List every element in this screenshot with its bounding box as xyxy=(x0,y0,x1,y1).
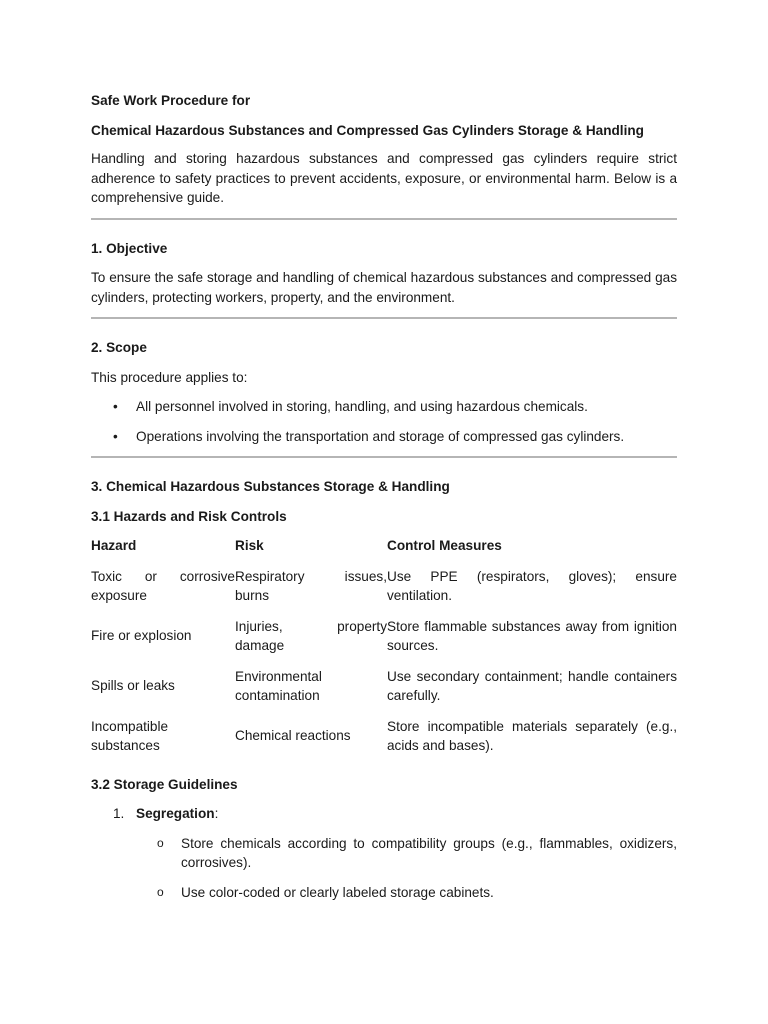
list-item xyxy=(91,834,677,873)
table-header-hazard: Hazard xyxy=(91,538,137,553)
table-row xyxy=(91,667,677,717)
table-cell: Injuries, property damage xyxy=(235,618,387,653)
bullet-icon: • xyxy=(113,428,118,444)
table-cell: Toxic or corrosive exposure xyxy=(91,568,235,603)
guideline-label: Segregation xyxy=(136,806,215,821)
table-cell: Respiratory issues, burns xyxy=(235,568,387,603)
scope-list xyxy=(91,397,677,446)
bullet-icon: • xyxy=(113,399,118,414)
table-cell: Store flammable substances away from ignition sources. xyxy=(387,618,677,653)
hazards-subheading: 3.1 Hazards and Risk Controls xyxy=(91,508,287,524)
storage-subheading: 3.2 Storage Guidelines xyxy=(91,776,238,792)
table-cell: Spills or leaks xyxy=(91,678,175,694)
table-row xyxy=(91,567,677,617)
section3-heading: 3. Chemical Hazardous Substances Storage & Handling xyxy=(91,479,450,494)
objective-heading: 1. Objective xyxy=(91,240,168,256)
table-cell: Store incompatible materials separately (e.g., acids and bases). xyxy=(387,718,677,753)
list-number: 1. xyxy=(113,806,125,821)
table-header-controls: Control Measures xyxy=(387,538,502,553)
document-title-line2: Chemical Hazardous Substances and Compressed Gas Cylinders Storage & Handling xyxy=(91,122,644,138)
objective-text: To ensure the safe storage and handling of chemical hazardous substances and compressed gas cylinders, protecting workers, property, and the environment. xyxy=(91,270,677,305)
table-cell: Chemical reactions xyxy=(235,728,351,744)
section-divider xyxy=(91,317,677,319)
table-cell: Environmental contamination xyxy=(235,668,322,703)
table-header-risk: Risk xyxy=(235,538,264,553)
circle-bullet-icon: o xyxy=(157,835,164,850)
table-cell: Use secondary containment; handle containers carefully. xyxy=(387,668,677,703)
table-row xyxy=(91,717,677,767)
list-item xyxy=(91,883,677,903)
table-cell: Incompatible substances xyxy=(91,718,169,753)
table-cell: Fire or explosion xyxy=(91,628,192,644)
document-title-line1: Safe Work Procedure for xyxy=(91,93,251,108)
list-item xyxy=(91,804,677,902)
table-header-row xyxy=(91,536,677,567)
list-item xyxy=(91,427,677,447)
list-item-text: All personnel involved in storing, handling, and using hazardous chemicals. xyxy=(136,399,588,414)
scope-heading: 2. Scope xyxy=(91,340,147,355)
intro-paragraph: Handling and storing hazardous substances and compressed gas cylinders require strict adherence to safety practices to prevent accidents, exposure, or environmental harm. Below is a comprehensive guide. xyxy=(91,151,677,205)
section-divider xyxy=(91,218,677,220)
list-item-text: Use color-coded or clearly labeled storage cabinets. xyxy=(181,884,494,900)
guideline-label-suffix: : xyxy=(214,806,219,821)
table-row xyxy=(91,617,677,667)
segregation-sublist xyxy=(136,834,677,903)
hazards-table xyxy=(91,536,677,767)
list-item xyxy=(91,397,677,417)
storage-guidelines-list xyxy=(91,804,677,902)
circle-bullet-icon: o xyxy=(157,884,164,899)
list-item-text: Store chemicals according to compatibility groups (e.g., flammables, oxidizers, corrosives). xyxy=(181,835,677,870)
scope-intro: This procedure applies to: xyxy=(91,369,248,385)
table-cell: Use PPE (respirators, gloves); ensure ventilation. xyxy=(387,568,677,603)
section-divider xyxy=(91,456,677,458)
list-item-text: Operations involving the transportation and storage of compressed gas cylinders. xyxy=(136,428,625,444)
document-content xyxy=(91,91,677,912)
